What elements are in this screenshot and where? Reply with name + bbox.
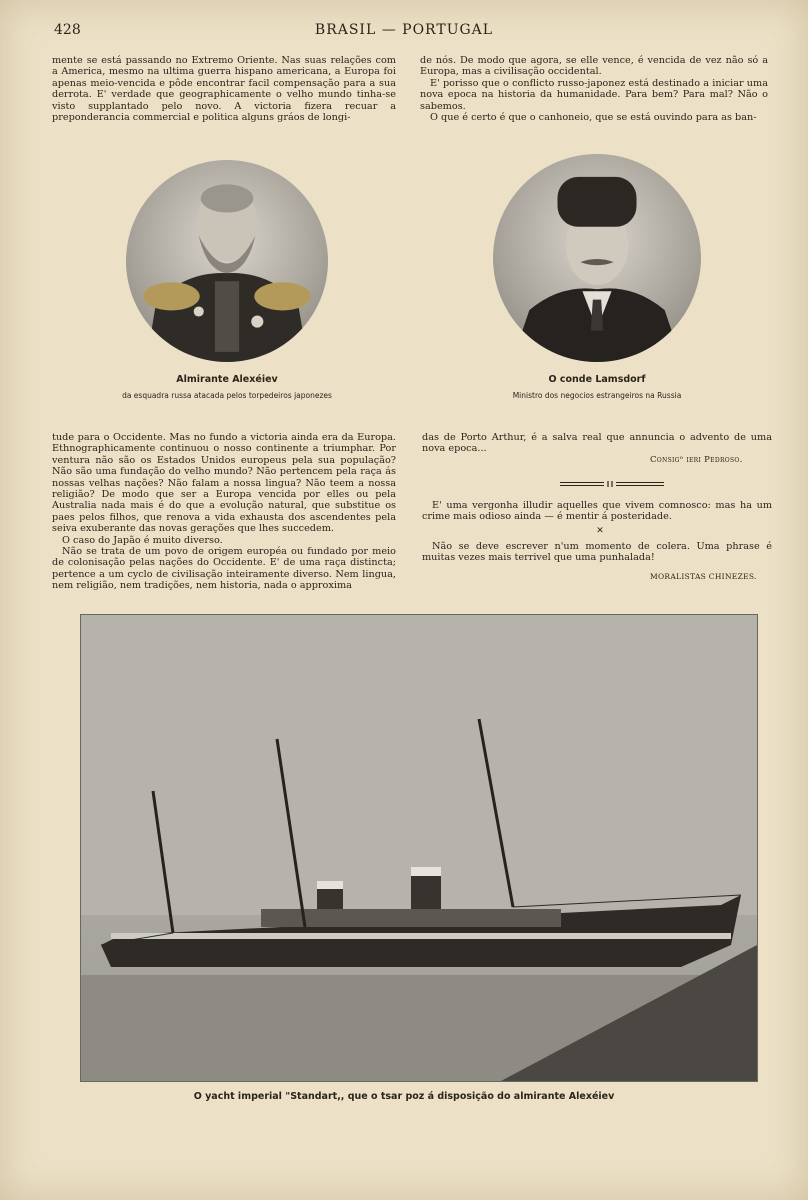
running-head: BRASIL — PORTUGAL xyxy=(314,22,494,38)
portrait-alexeiev xyxy=(126,160,328,362)
mid-left-column xyxy=(52,432,396,592)
portrait-alexeiev-subtitle: da esquadra russa atacada pelos torpedeiros japonezes xyxy=(122,391,332,400)
paragraph: O caso do Japão é muito diverso. xyxy=(62,534,223,546)
maxim-2 xyxy=(422,541,772,564)
portrait-lamsdorf-subtitle: Ministro dos negocios estrangeiros na Russia xyxy=(512,391,682,400)
top-right-column xyxy=(420,55,768,123)
paragraph: Não se trata de um povo de origem européa ou fundado por meio de colonisação pelas nações do Occidente. E' de uma raça distincta; pertence a um cyclo de civilisação inteiramente diverso. Nem lingua, nem religião, nem tradições, nem historia, nada o approxima xyxy=(52,546,396,592)
maxim-separator: ✕ xyxy=(596,526,604,536)
paragraph: tude para o Occidente. Mas no fundo a victoria ainda era da Europa. Ethnographicamente continuou o nosso continente a triumphar. Por ventura não são os Estados Unidos europeus pela sua população? Não são uma fundação do velho mundo? Não pertencem pela raça ás nossas velhas nações? Não falam a nossa lingua? Não teem a nossa religião? De modo que ser a Europa vencida por elles ou pela Australia nada mais é do que a evolução natural, que substitue os paes pelos filhos, que renova a vida exhausta dos ascendentes pela seiva exuberante das novas gerações que lhes succedem. xyxy=(52,432,396,535)
paragraph: mente se está passando no Extremo Oriente. Nas suas relações com a America, mesmo na ultima guerra hispano americana, a Europa foi apenas meio-vencida e pôde encontrar facil compensação para a sua derrota. E' verdade que geographicamente o velho mundo tinha-se visto supplantado pelo novo. A victoria fizera recuar a preponderancia commercial e politica alguns gráos de longi- xyxy=(52,55,396,124)
mid-right-column xyxy=(422,432,772,455)
yacht-caption: O yacht imperial "Standart,, que o tsar poz á disposição do almirante Alexéiev xyxy=(193,1091,615,1102)
paragraph: das de Porto Arthur, é a salva real que annuncia o advento de uma nova epoca... xyxy=(422,432,772,455)
paragraph: E' uma vergonha illudir aquelles que vivem comnosco: mas ha um crime mais odioso ainda — é mentir á posteridade. xyxy=(422,500,772,523)
page-number: 428 xyxy=(54,22,81,38)
top-left-column xyxy=(52,55,396,123)
yacht-standart-photo xyxy=(80,614,758,1082)
paragraph: de nós. De modo que agora, se elle vence, é vencida de vez não só a Europa, mas a civilisação occidental. xyxy=(420,55,768,78)
maxim-1 xyxy=(422,500,772,523)
ornamental-divider xyxy=(560,481,664,487)
paragraph: O que é certo é que o canhoneio, que se está ouvindo para as ban- xyxy=(430,112,757,124)
signature-moralistas: MORALISTAS CHINEZES. xyxy=(650,572,757,581)
portrait-lamsdorf-name: O conde Lamsdorf xyxy=(548,374,646,385)
portrait-alexeiev-name: Almirante Alexéiev xyxy=(176,374,278,385)
paragraph: E' porisso que o conflicto russo-japonez está destinado a iniciar uma nova epoca na historia da humanidade. Para bem? Para mal? Não o sabemos. xyxy=(420,77,768,112)
paragraph: Não se deve escrever n'um momento de colera. Uma phrase é muitas vezes mais terrivel que uma punhalada! xyxy=(422,541,772,564)
portrait-lamsdorf xyxy=(493,154,701,362)
signature-pedroso: Consigᵒ ieri Pedroso. xyxy=(650,455,743,465)
